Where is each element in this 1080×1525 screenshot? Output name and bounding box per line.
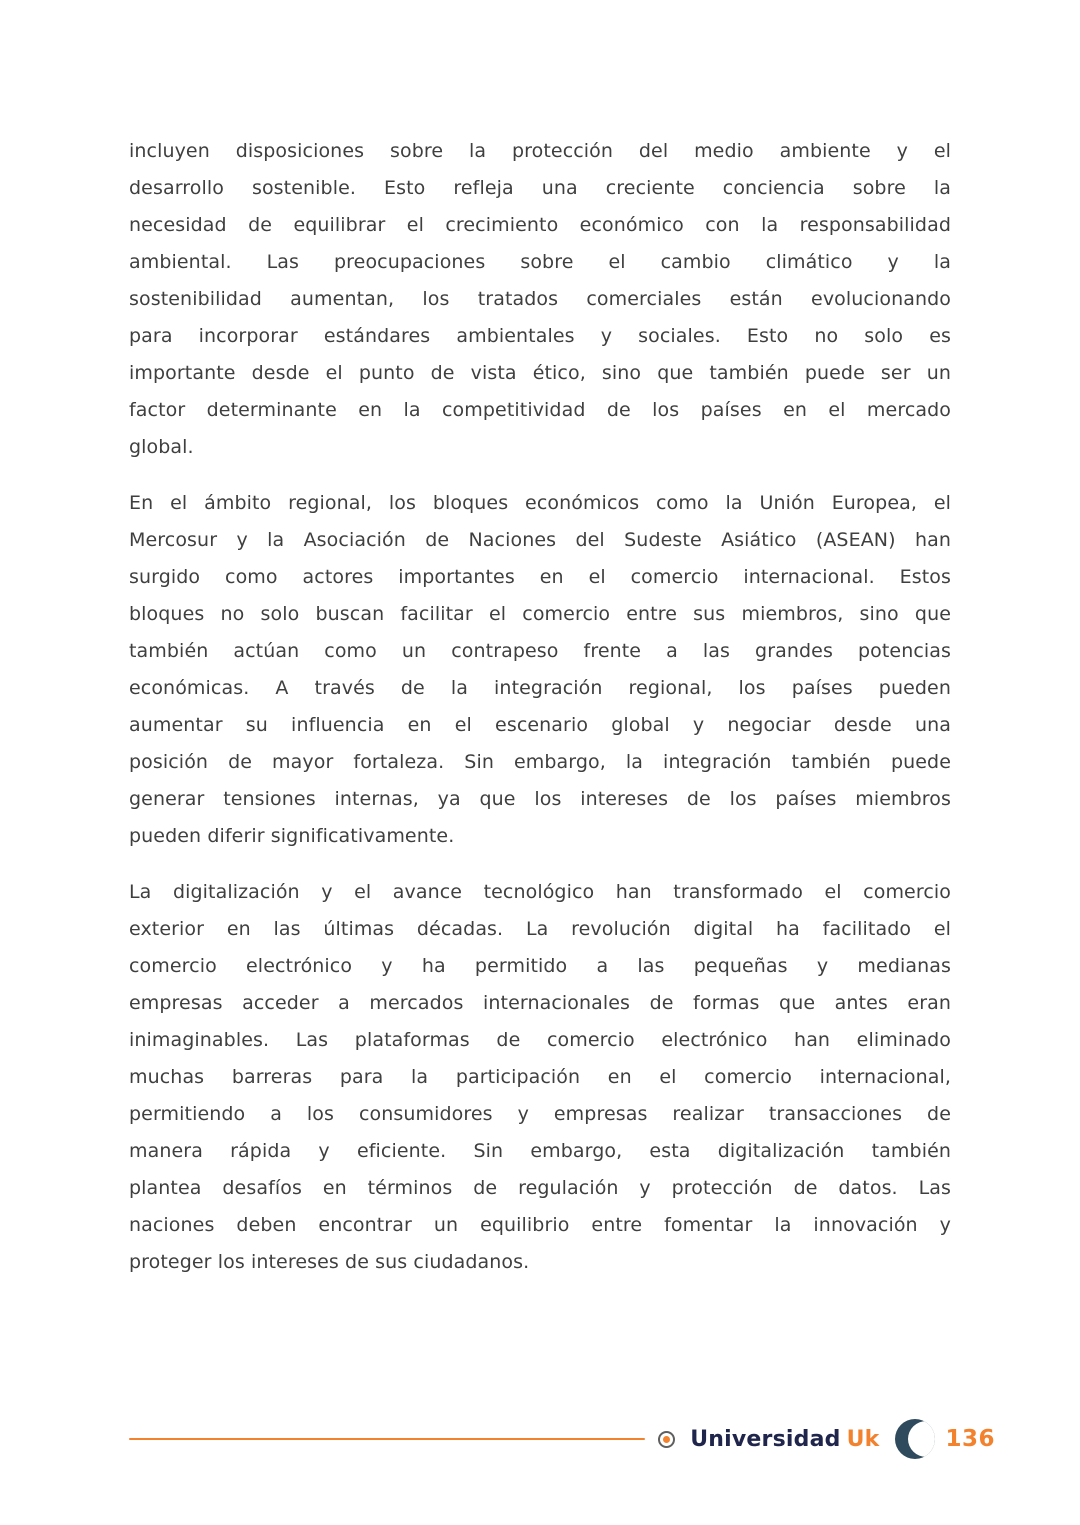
text-line: pueden diferir significativamente. (129, 825, 455, 847)
text-line: aumentar su influencia en el escenario global y negociar desde una (129, 714, 951, 736)
text-line: manera rápida y eficiente. Sin embargo, esta digitalización también (129, 1140, 951, 1162)
text-line: inimaginables. Las plataformas de comercio electrónico han eliminado (129, 1029, 951, 1051)
text-line: Mercosur y la Asociación de Naciones del Sudeste Asiático (ASEAN) han (129, 529, 951, 551)
text-line: La digitalización y el avance tecnológico han transformado el comercio (129, 881, 951, 903)
text-line: global. (129, 436, 194, 458)
page-number: 136 (945, 1426, 995, 1452)
brand-accent: Uk (846, 1426, 880, 1452)
text-line: plantea desafíos en términos de regulación y protección de datos. Las (129, 1177, 951, 1199)
text-line: En el ámbito regional, los bloques económicos como la Unión Europea, el (129, 492, 951, 514)
text-line: económicas. A través de la integración regional, los países pueden (129, 677, 951, 699)
text-line: generar tensiones internas, ya que los intereses de los países miembros (129, 788, 951, 810)
text-line: surgido como actores importantes en el comercio internacional. Estos (129, 566, 951, 588)
text-line: empresas acceder a mercados internacionales de formas que antes eran (129, 992, 951, 1014)
page-footer (129, 1417, 995, 1461)
brand-dot-icon (658, 1431, 675, 1448)
text-line: para incorporar estándares ambientales y sociales. Esto no solo es (129, 325, 951, 347)
text-line: desarrollo sostenible. Esto refleja una creciente conciencia sobre la (129, 177, 951, 199)
text-line: permitiendo a los consumidores y empresas realizar transacciones de (129, 1103, 951, 1125)
brand-wordmark (690, 1427, 879, 1452)
text-line: naciones deben encontrar un equilibrio entre fomentar la innovación y (129, 1214, 951, 1236)
paragraph-regional-blocs (129, 485, 951, 855)
brand-name: Universidad (690, 1426, 841, 1452)
footer-rule (129, 1438, 645, 1440)
text-line: sostenibilidad aumentan, los tratados comerciales están evolucionando (129, 288, 951, 310)
text-line: proteger los intereses de sus ciudadanos. (129, 1251, 530, 1273)
crescent-icon (895, 1419, 935, 1459)
paragraph-digitalization (129, 874, 951, 1281)
text-line: incluyen disposiciones sobre la protección del medio ambiente y el (129, 140, 951, 162)
text-line: comercio electrónico y ha permitido a las pequeñas y medianas (129, 955, 951, 977)
text-line: bloques no solo buscan facilitar el comercio entre sus miembros, sino que (129, 603, 951, 625)
text-line: factor determinante en la competitividad de los países en el mercado (129, 399, 951, 421)
text-line: posición de mayor fortaleza. Sin embargo, la integración también puede (129, 751, 951, 773)
paragraph-environment (129, 133, 951, 466)
text-line: exterior en las últimas décadas. La revolución digital ha facilitado el (129, 918, 951, 940)
text-line: ambiental. Las preocupaciones sobre el cambio climático y la (129, 251, 951, 273)
text-line: necesidad de equilibrar el crecimiento económico con la responsabilidad (129, 214, 951, 236)
text-line: importante desde el punto de vista ético, sino que también puede ser un (129, 362, 951, 384)
text-line: muchas barreras para la participación en el comercio internacional, (129, 1066, 951, 1088)
page-body-text (129, 133, 951, 1300)
text-line: también actúan como un contrapeso frente a las grandes potencias (129, 640, 951, 662)
